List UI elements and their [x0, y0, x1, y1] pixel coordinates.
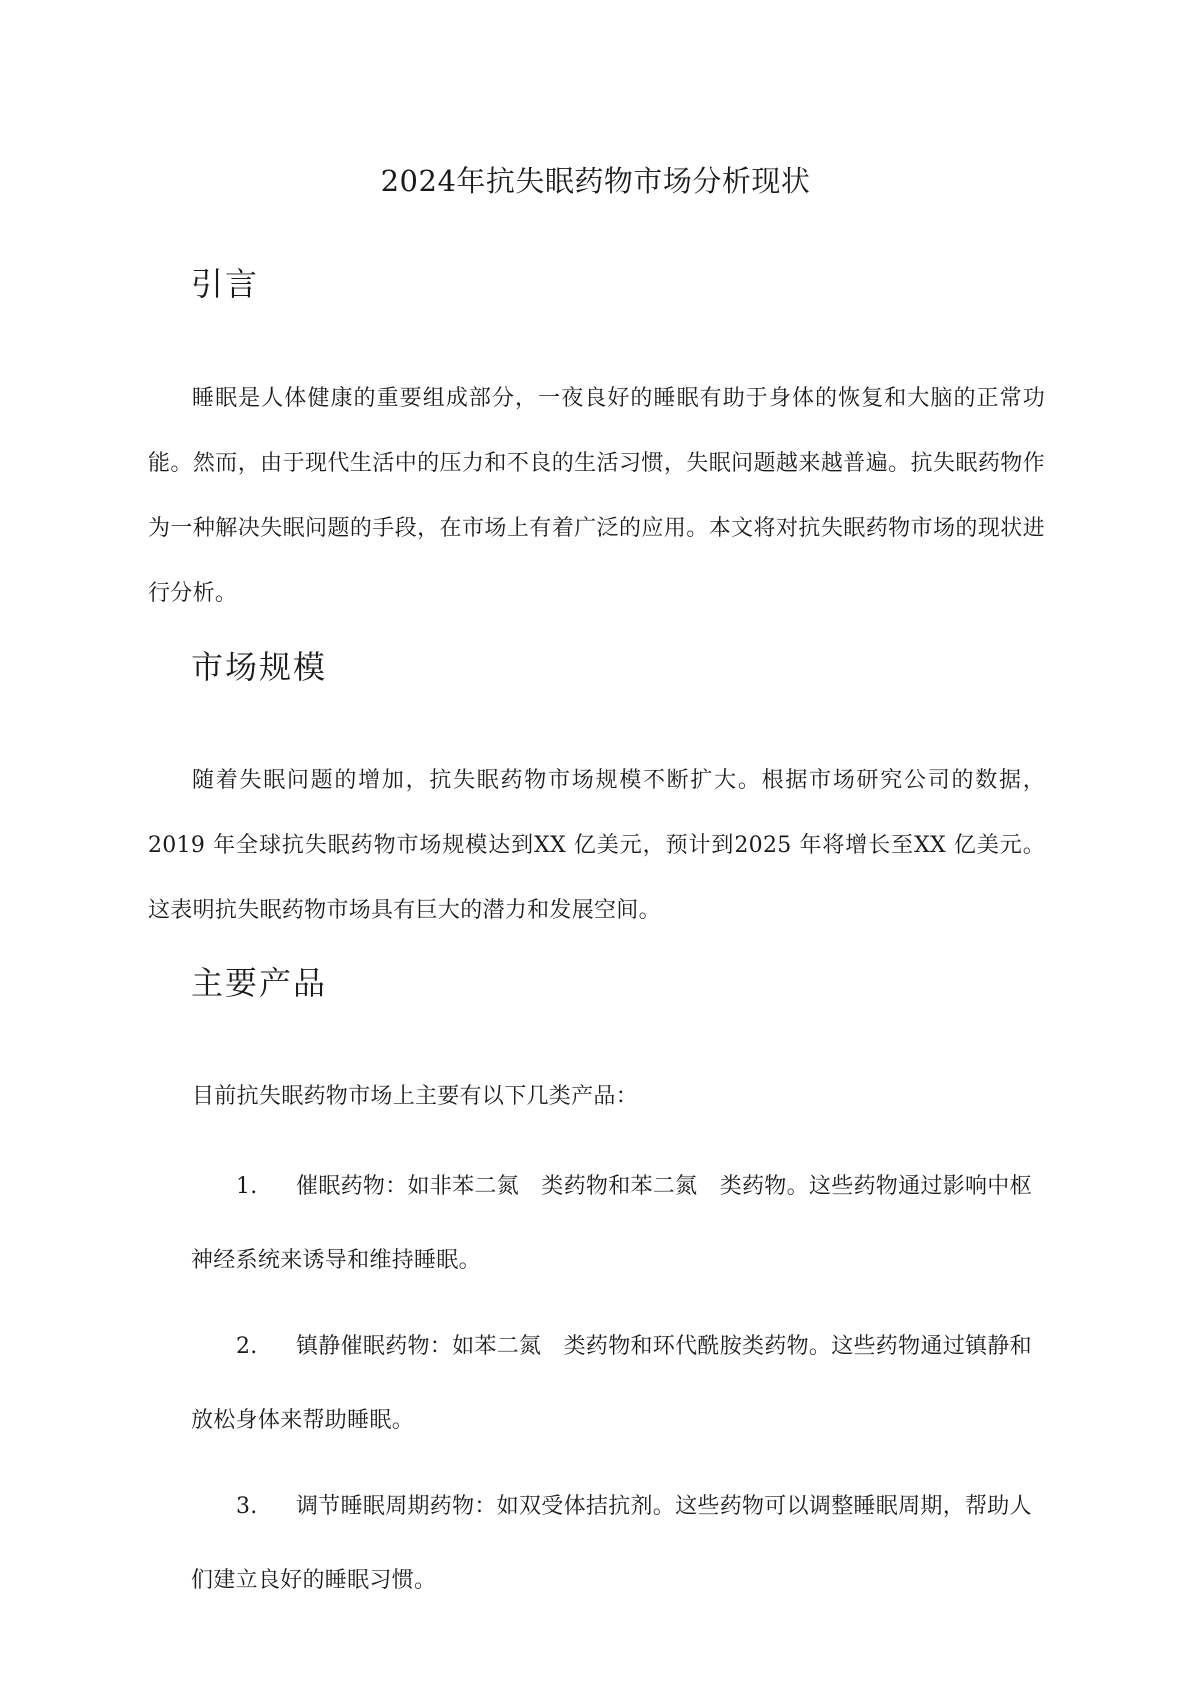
- market-size-paragraph: 随着失眠问题的增加，抗失眠药物市场规模不断扩大。根据市场研究公司的数据，2019 年全球抗失眠药物市场规模达到XX 亿美元，预计到2025 年将增长至XX 亿美元。这表明抗失眠药物市场具有巨大的潜力和发展空间。: [148, 768, 1045, 923]
- list-item: [191, 1150, 1043, 1298]
- section-heading-main-products: 主要产品: [191, 964, 328, 1002]
- main-products-paragraph: 目前抗失眠药物市场上主要有以下几类产品：: [192, 1084, 639, 1109]
- list-item-text: 镇静催眠药物：如苯二氮 类药物和环代酰胺类药物。这些药物通过镇静和放松身体来帮助睡眠。: [191, 1334, 1032, 1433]
- list-item-number: 2.: [236, 1334, 258, 1359]
- list-item-number: 3.: [236, 1494, 258, 1519]
- introduction-paragraph: 睡眠是人体健康的重要组成部分，一夜良好的睡眠有助于身体的恢复和大脑的正常功能。然而，由于现代生活中的压力和不良的生活习惯，失眠问题越来越普遍。抗失眠药物作为一种解决失眠问题的手段，在市场上有着广泛的应用。本文将对抗失眠药物市场的现状进行分析。: [148, 386, 1045, 606]
- list-item: [191, 1310, 1043, 1458]
- section-heading-introduction: 引言: [191, 265, 260, 303]
- section-heading-market-size: 市场规模: [191, 648, 328, 686]
- list-item-text: 催眠药物：如非苯二氮 类药物和苯二氮 类药物。这些药物通过影响中枢神经系统来诱导和维持睡眠。: [191, 1174, 1032, 1273]
- list-item-number: 1.: [236, 1174, 258, 1199]
- list-item-text: 调节睡眠周期药物：如双受体拮抗剂。这些药物可以调整睡眠周期，帮助人们建立良好的睡眠习惯。: [191, 1494, 1032, 1593]
- list-item: [191, 1470, 1043, 1618]
- document-title: 2024年抗失眠药物市场分析现状: [380, 164, 811, 198]
